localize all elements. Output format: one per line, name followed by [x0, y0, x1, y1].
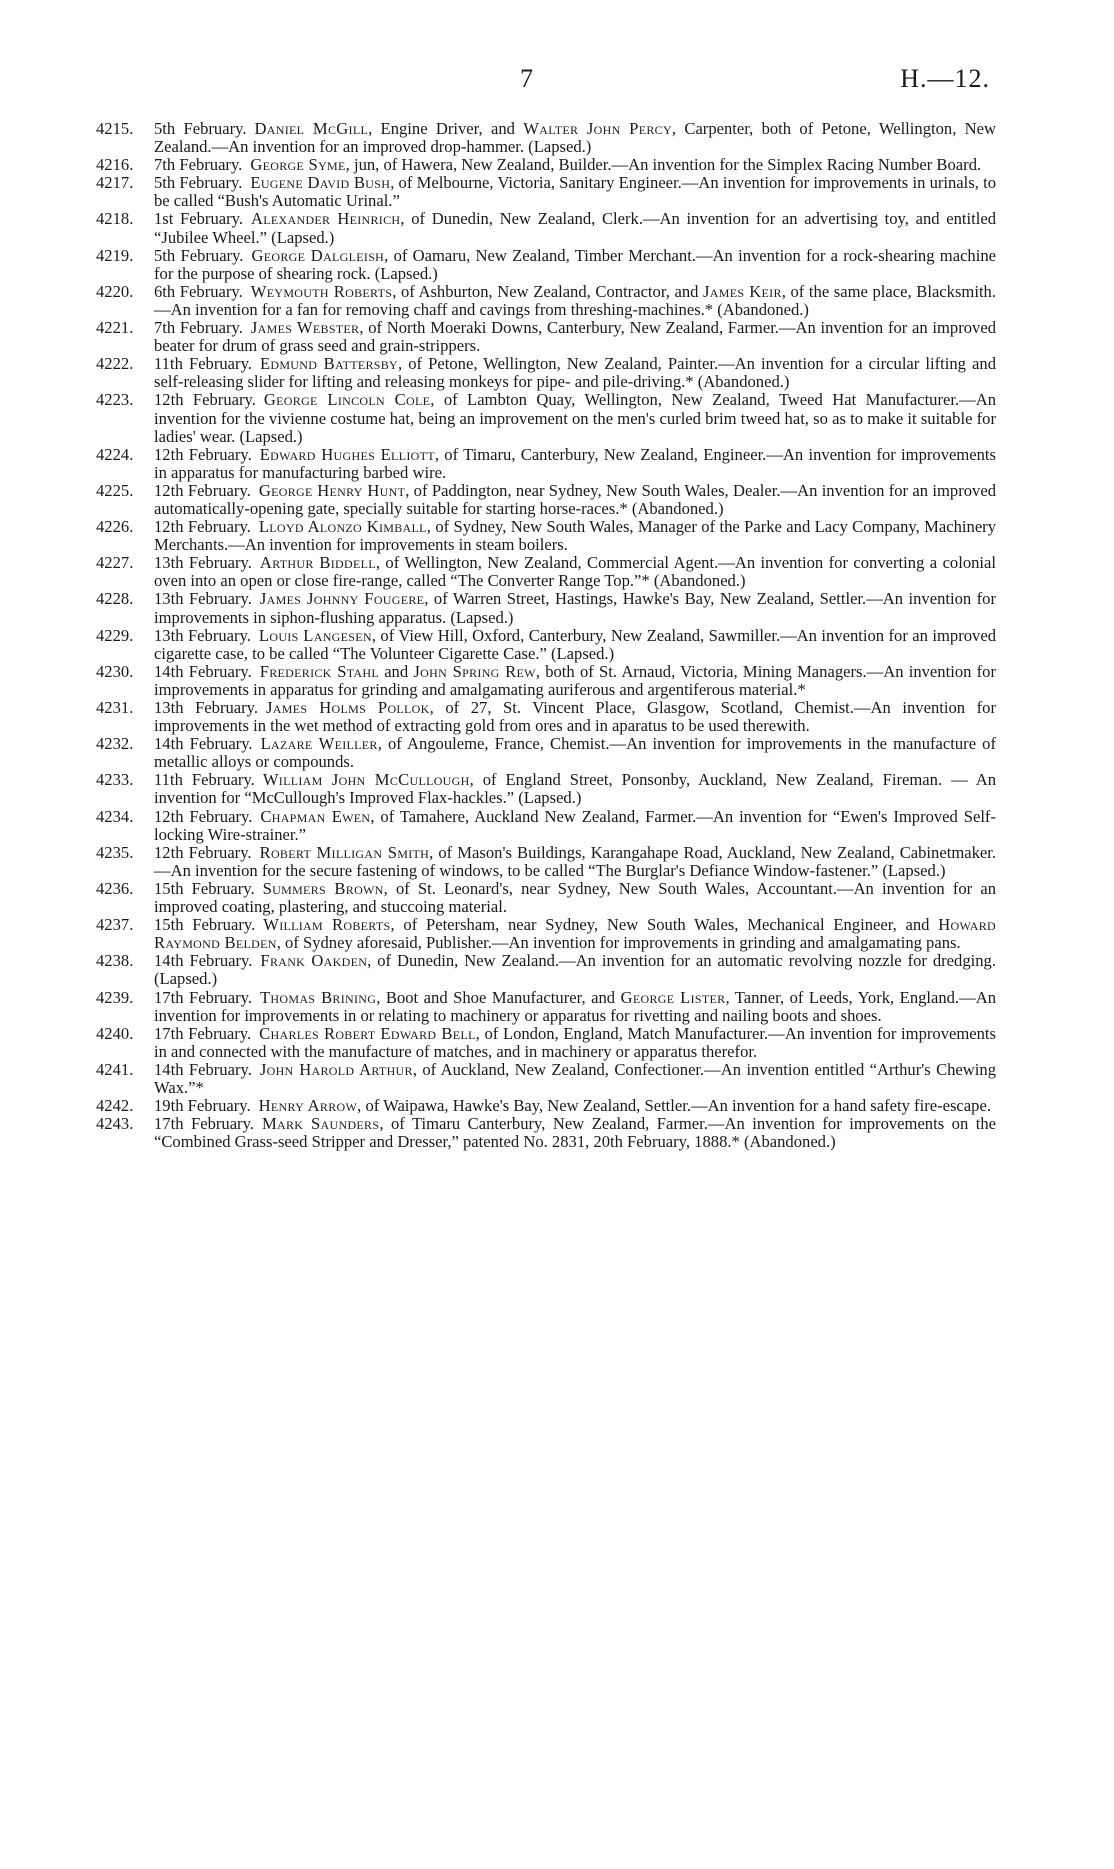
entry-date: 12th February. — [154, 444, 252, 464]
applicant-name: Summers Brown — [262, 878, 384, 898]
entry-text: , of Timaru, Canterbury, New Zealand, Engineer.—An invention for improvements in apparatus for manufacturing barbed wire. — [154, 444, 996, 482]
patent-entry — [96, 247, 996, 283]
applicant-name: Daniel McGill — [254, 119, 369, 138]
entry-date: 7th February. — [154, 155, 243, 175]
entry-text: , of Oamaru, New Zealand, Timber Merchant.—An invention for a rock-shearing machine for the purpose of shearing rock. (Lapsed.) — [154, 245, 997, 283]
entry-text: , of St. Leonard's, near Sydney, New South Wales, Accountant.—An invention for an improved coating, plastering, and stuccoing material. — [154, 878, 996, 917]
patent-entry — [96, 1061, 996, 1097]
entry-text: , of England Street, Ponsonby, Auckland, New Zealand, Fireman. — An invention for “McCullough's Improved Flax-hackles.” (Lapsed.) — [154, 770, 996, 808]
patent-entry — [96, 1115, 996, 1151]
entry-text: , of 27, St. Vincent Place, Glasgow, Scotland, Chemist.—An invention for improvements in the wet method of extracting gold from ores and in aparatus to be used therewith. — [154, 698, 996, 736]
patent-entry — [96, 1025, 996, 1061]
patent-entry — [96, 156, 996, 174]
entry-date: 5th February. — [154, 119, 247, 138]
entry-date: 15th February. — [154, 915, 256, 935]
entry-date: 11th February. — [154, 354, 252, 374]
second-applicant-name: George Lister — [620, 987, 726, 1007]
applicant-name: William Roberts — [263, 915, 391, 935]
patent-entry — [96, 916, 996, 952]
patent-entry — [96, 844, 996, 880]
entry-number: 4217. — [96, 173, 134, 193]
applicant-name: Frederick Stahl — [259, 661, 379, 681]
entry-date: 17th February. — [154, 987, 252, 1007]
entry-text: , of Sydney, New South Wales, Manager of the Parke and Lacy Company, Machinery Merchants.—An invention for improvements in steam boilers. — [154, 517, 997, 555]
entry-number: 4242. — [96, 1096, 134, 1116]
applicant-name: James Webster — [250, 318, 360, 338]
applicant-name: James Holms Pollok — [266, 698, 430, 717]
entry-number: 4240. — [96, 1023, 134, 1043]
applicant-name: Lloyd Alonzo Kimball — [258, 517, 427, 537]
entry-number: 4227. — [96, 553, 134, 573]
applicant-name: Eugene David Bush — [250, 173, 391, 193]
entry-date: 1st February. — [154, 209, 244, 229]
entry-date: 5th February. — [154, 245, 244, 265]
patent-entry — [96, 174, 996, 210]
applicant-name: Charles Robert Edward Bell — [259, 1023, 476, 1043]
entry-text: , of View Hill, Oxford, Canterbury, New Zealand, Sawmiller.—An invention for an improved cigarette case, to be called “The Volunteer Cigarette Case.” (Lapsed.) — [154, 625, 997, 663]
entry-number: 4234. — [96, 806, 134, 826]
entry-text: , jun, of Hawera, New Zealand, Builder.—An invention for the Simplex Racing Number Board. — [345, 155, 982, 175]
entry-number: 4222. — [96, 354, 134, 374]
entry-date: 12th February. — [154, 390, 256, 410]
entry-text: , of London, England, Match Manufacturer.—An invention for improvements in and connected with the manufacture of matches, and in machinery or apparatus therefor. — [154, 1023, 996, 1061]
entry-number: 4233. — [96, 770, 134, 790]
entry-date: 12th February. — [154, 480, 251, 500]
patent-entry — [96, 808, 996, 844]
applicant-name: Louis Langesen — [258, 625, 372, 645]
applicant-name: Chapman Ewen — [260, 806, 371, 826]
entry-text: , of Petersham, near Sydney, New South Wales, Mechanical Engineer, and — [390, 915, 939, 935]
entry-text: , of Paddington, near Sydney, New South Wales, Dealer.—An invention for an improved automatically-opening gate, specially suitable for starting horse-races.* (Abandoned.) — [154, 480, 996, 518]
second-applicant-name: Walter John Percy — [523, 119, 672, 138]
entry-number: 4225. — [96, 480, 134, 500]
document-reference: H.—12. — [900, 64, 990, 93]
patent-entry — [96, 283, 996, 319]
entry-date: 12th February. — [154, 842, 252, 862]
applicant-name: Edmund Battersby — [259, 354, 399, 374]
entry-text-continued: , Tanner, of Leeds, York, England.—An invention for improvements in or relating to machinery or apparatus for rivetting and nailing boots and shoes. — [154, 987, 997, 1025]
entry-text: , of Wellington, New Zealand, Commercial Agent.—An invention for converting a colonial oven into an open or close fire-range, called “The Converter Range Top.”* (Abandoned.) — [154, 553, 997, 591]
entry-text: , of Auckland, New Zealand, Confectioner.—An invention entitled “Arthur's Chewing Wax.”* — [154, 1059, 996, 1097]
entry-number: 4237. — [96, 915, 134, 935]
entry-date: 19th February. — [154, 1096, 251, 1116]
applicant-name: John Harold Arthur — [259, 1059, 413, 1079]
entry-text: , of Waipawa, Hawke's Bay, New Zealand, Settler.—An invention for a hand safety fire-escape. — [357, 1096, 991, 1116]
patent-entry — [96, 880, 996, 916]
entry-text: , of Petone, Wellington, New Zealand, Painter.—An invention for a circular lifting and self-releasing slider for lifting and releasing monkeys for pipe- and pile-driving.* (Abandoned.) — [154, 354, 996, 392]
entry-text: , of Mason's Buildings, Karangahape Road, Auckland, New Zealand, Cabinetmaker.—An invention for the secure fastening of windows, to be called “The Burglar's Defiance Window-fastener.” (Lapsed.) — [154, 842, 997, 880]
entry-text: , of Lambton Quay, Wellington, New Zealand, Tweed Hat Manufacturer.—An invention for the vivienne costume hat, being an improvement on the men's curled brim tweed hat, so as to make it suitable for ladies' wear. (Lapsed.) — [154, 390, 996, 446]
patent-entry — [96, 518, 996, 554]
patent-entry — [96, 590, 996, 626]
applicant-name: Arthur Biddell — [259, 553, 376, 573]
entry-number: 4235. — [96, 842, 134, 862]
entry-number: 4236. — [96, 878, 134, 898]
entry-number: 4215. — [96, 119, 134, 138]
entry-date: 6th February. — [154, 281, 243, 301]
entry-number: 4243. — [96, 1114, 134, 1134]
entry-text: , of Timaru Canterbury, New Zealand, Farmer.—An invention for improvements on the “Combined Grass-seed Stripper and Dresser,” patented No. 2831, 20th February, 1888.* (Abandoned.) — [154, 1114, 996, 1152]
entry-date: 14th February. — [154, 1059, 252, 1079]
entry-date: 14th February. — [154, 734, 253, 754]
applicant-name: Mark Saunders — [261, 1114, 380, 1134]
entry-text: , Boot and Shoe Manufacturer, and — [376, 987, 621, 1007]
patent-entry — [96, 554, 996, 590]
entry-number: 4232. — [96, 734, 134, 754]
page-number: 7 — [520, 64, 534, 93]
applicant-name: Edward Hughes Elliott — [259, 444, 435, 464]
patent-entry — [96, 735, 996, 771]
entry-text-continued: , both of St. Arnaud, Victoria, Mining Managers.—An invention for improvements in apparatus for grinding and amalgamating auriferous and argentiferous material.* — [154, 661, 997, 699]
entry-text: , of Warren Street, Hastings, Hawke's Bay, New Zealand, Settler.—An invention for improvements in siphon-flushing apparatus. (Lapsed.) — [154, 589, 996, 627]
entry-number: 4226. — [96, 517, 134, 537]
applicant-name: Alexander Heinrich — [251, 209, 401, 229]
entry-text: , of Dunedin, New Zealand, Clerk.—An invention for an advertising toy, and entitled “Jubilee Wheel.” (Lapsed.) — [154, 209, 996, 247]
patent-entry — [96, 482, 996, 518]
patent-entry — [96, 627, 996, 663]
patent-entry — [96, 663, 996, 699]
entry-text: , of North Moeraki Downs, Canterbury, New Zealand, Farmer.—An invention for an improved beater for drum of grass seed and grain-strippers. — [154, 318, 996, 356]
entry-date: 7th February. — [154, 318, 243, 338]
patent-entries-list — [96, 120, 996, 1151]
patent-entry — [96, 699, 996, 735]
applicant-name: James Johnny Fougere — [259, 589, 425, 609]
entry-date: 12th February. — [154, 806, 253, 826]
patent-entry — [96, 120, 996, 156]
patent-entry — [96, 1097, 996, 1115]
entry-date: 13th February. — [154, 589, 252, 609]
applicant-name: Henry Arrow — [258, 1096, 358, 1116]
applicant-name: Lazare Weiller — [260, 734, 378, 754]
entry-date: 13th February. — [154, 553, 252, 573]
entry-text: , of Melbourne, Victoria, Sanitary Engineer.—An invention for improvements in urinals, to be called “Bush's Automatic Urinal.” — [154, 173, 996, 211]
entry-number: 4238. — [96, 951, 134, 971]
entry-text: , of Tamahere, Auckland New Zealand, Farmer.—An invention for “Ewen's Improved Self-locking Wire-strainer.” — [154, 806, 996, 844]
applicant-name: George Syme — [250, 155, 346, 175]
entry-number: 4239. — [96, 987, 134, 1007]
entry-number: 4230. — [96, 661, 134, 681]
entry-number: 4216. — [96, 155, 134, 175]
patent-entry — [96, 319, 996, 355]
patent-entry — [96, 771, 996, 807]
entry-number: 4221. — [96, 318, 134, 338]
entry-text-continued: , of Sydney aforesaid, Publisher.—An invention for improvements in grinding and amalgamating pans. — [276, 933, 961, 953]
entry-number: 4229. — [96, 625, 134, 645]
entry-text: and — [378, 661, 414, 681]
second-applicant-name: John Spring Rew — [413, 661, 536, 681]
entry-date: 15th February. — [154, 878, 255, 898]
entry-number: 4224. — [96, 444, 134, 464]
entry-number: 4223. — [96, 390, 134, 410]
applicant-name: Weymouth Roberts — [250, 281, 393, 301]
second-applicant-name: Howard Raymond Belden — [154, 915, 996, 953]
entry-date: 12th February. — [154, 517, 251, 537]
applicant-name: George Henry Hunt — [258, 480, 406, 500]
entry-text: , Engine Driver, and — [368, 119, 524, 138]
entry-date: 11th February. — [154, 770, 255, 790]
entry-date: 14th February. — [154, 661, 252, 681]
entry-date: 5th February. — [154, 173, 243, 193]
patent-entry — [96, 355, 996, 391]
entry-text: , of Angouleme, France, Chemist.—An invention for improvements in the manufacture of metallic alloys or compounds. — [154, 734, 996, 772]
second-applicant-name: James Keir — [703, 281, 782, 301]
entry-number: 4218. — [96, 209, 134, 229]
applicant-name: Frank Oakden — [260, 951, 368, 971]
applicant-name: William John McCullough — [262, 770, 470, 790]
applicant-name: Robert Milligan Smith — [259, 842, 430, 862]
entry-text: , of Ashburton, New Zealand, Contractor, and — [392, 281, 704, 301]
applicant-name: George Lincoln Cole — [263, 390, 431, 410]
patent-entry — [96, 952, 996, 988]
patent-entry — [96, 989, 996, 1025]
page-header — [0, 64, 1114, 104]
applicant-name: George Dalgleish — [251, 245, 385, 265]
entry-number: 4231. — [96, 698, 134, 717]
entry-date: 13th February. — [154, 625, 251, 645]
entry-text-continued: , of the same place, Blacksmith.—An invention for a fan for removing chaff and cavings from threshing-machines.* (Abandoned.) — [154, 281, 996, 319]
entry-number: 4219. — [96, 245, 134, 265]
patent-entry — [96, 446, 996, 482]
entry-text: , of Dunedin, New Zealand.—An invention for an automatic revolving nozzle for dredging. (Lapsed.) — [154, 951, 996, 989]
entry-number: 4241. — [96, 1059, 134, 1079]
entry-date: 17th February. — [154, 1023, 252, 1043]
applicant-name: Thomas Brining — [259, 987, 377, 1007]
entry-date: 17th February. — [154, 1114, 254, 1134]
entry-date: 13th February. — [154, 698, 259, 717]
entry-date: 14th February. — [154, 951, 253, 971]
patent-entry — [96, 391, 996, 445]
entry-number: 4220. — [96, 281, 134, 301]
entry-number: 4228. — [96, 589, 134, 609]
patent-entry — [96, 210, 996, 246]
entry-text-continued: , Carpenter, both of Petone, Wellington, New Zealand.—An invention for an improved drop-hammer. (Lapsed.) — [154, 119, 996, 157]
